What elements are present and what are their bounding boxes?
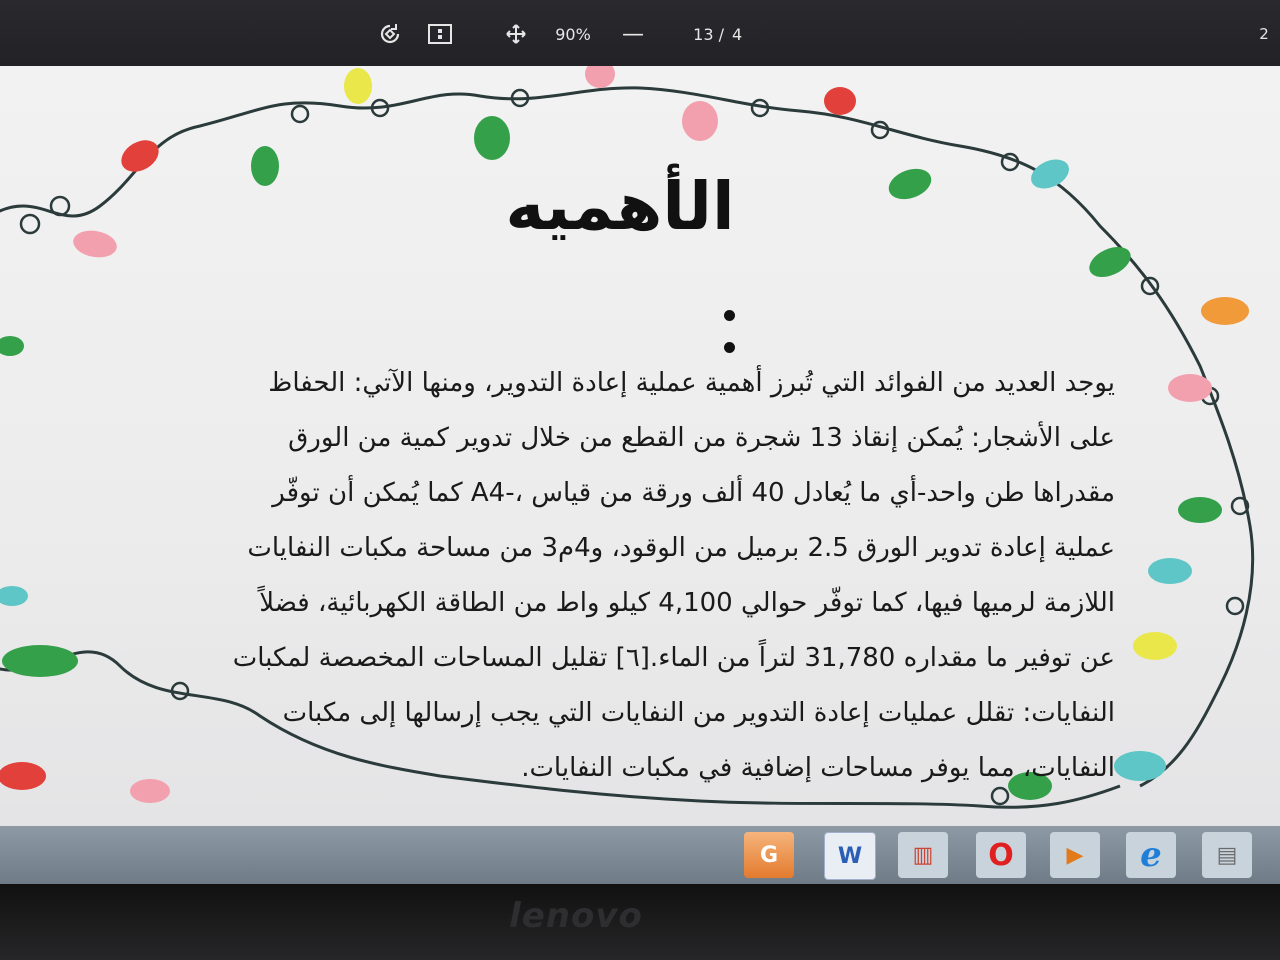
bullet-dot: [724, 342, 735, 353]
zoom-out-button[interactable]: —: [622, 21, 644, 47]
body-line: النفايات: تقلل عمليات إعادة التدوير من النفايات التي يجب إرسالها إلى مكبات: [282, 698, 1115, 728]
slide-body-text: [55, 356, 1115, 796]
taskbar-app-orange-icon[interactable]: G: [744, 832, 794, 878]
bullet-dot: [724, 310, 735, 321]
viewer-toolbar: [0, 0, 1280, 68]
body-line: اللازمة لرميها فيها، كما توفّر حوالي 4,100 كيلو واط من الطاقة الكهربائية، فضلاً: [259, 588, 1115, 618]
taskbar: [0, 826, 1280, 884]
page-view-icon[interactable]: [424, 18, 456, 50]
slide: [0, 66, 1280, 828]
page-number[interactable]: 13 /: [693, 24, 724, 44]
body-line: مقدراها طن واحد-أي ما يُعادل 40 ألف ورقة من قياس ،-A4 كما يُمكن أن توفّر: [272, 478, 1115, 508]
rotate-icon[interactable]: [374, 18, 406, 50]
body-line: يوجد العديد من الفوائد التي تُبرز أهمية عملية إعادة التدوير، ومنها الآتي: الحفاظ: [268, 368, 1115, 398]
page-total: 4: [732, 24, 743, 44]
side-page-indicator: 2: [1259, 25, 1269, 43]
zoom-level[interactable]: 90%: [555, 24, 591, 44]
laptop-brand-logo: lenovo: [509, 896, 643, 936]
taskbar-file-manager-icon[interactable]: ▤: [1202, 832, 1252, 878]
body-line: عن توفير ما مقداره 31,780 لتراً من الماء.[٦] تقليل المساحات المخصصة لمكبات: [232, 643, 1115, 673]
taskbar-word-icon[interactable]: W: [824, 832, 876, 880]
taskbar-internet-explorer-icon[interactable]: e: [1126, 832, 1176, 878]
body-line: عملية إعادة تدوير الورق 2.5 برميل من الوقود، و4م3 من مساحة مكبات النفايات: [247, 533, 1115, 563]
taskbar-winrar-icon[interactable]: ▥: [898, 832, 948, 878]
slide-title: الأهميه: [505, 168, 735, 245]
taskbar-opera-icon[interactable]: O: [976, 832, 1026, 878]
fit-page-icon[interactable]: [500, 18, 532, 50]
taskbar-media-player-icon[interactable]: ▶: [1050, 832, 1100, 878]
body-line: النفايات، مما يوفر مساحات إضافية في مكبات النفايات.: [521, 753, 1115, 783]
body-line: على الأشجار: يُمكن إنقاذ 13 شجرة من القطع من خلال تدوير كمية من الورق: [288, 423, 1115, 453]
